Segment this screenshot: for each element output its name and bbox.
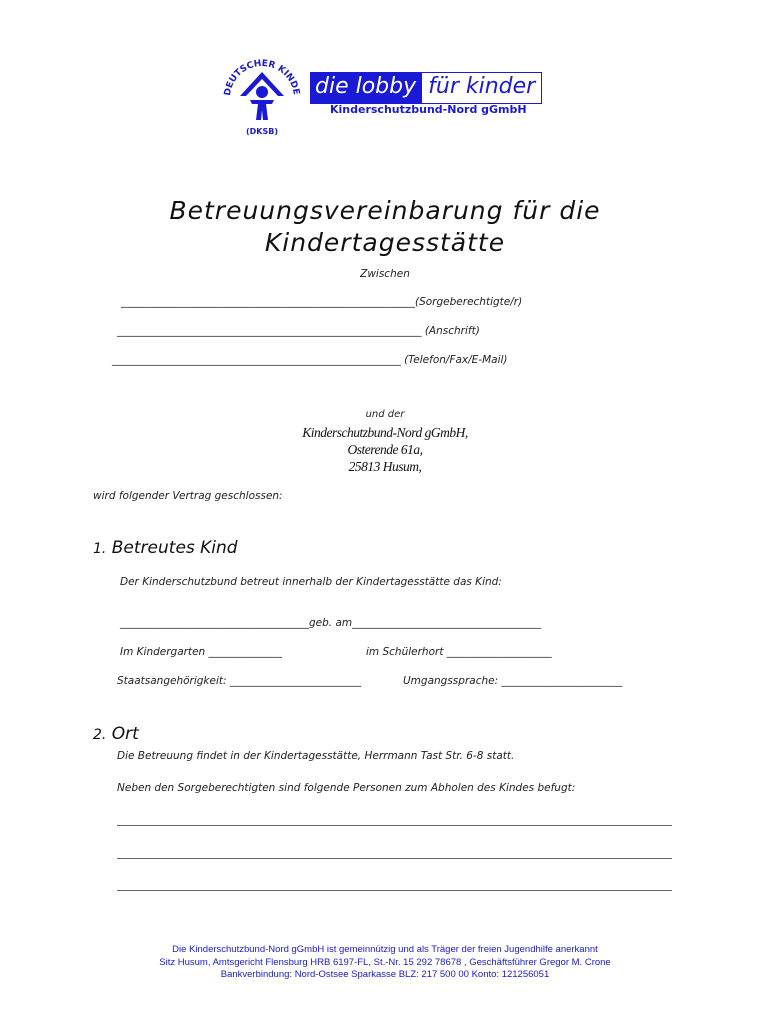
und-der-label: und der — [365, 409, 405, 420]
pickup-line-1[interactable] — [117, 825, 672, 826]
section1-number: 1. — [93, 541, 107, 557]
section2-text: Die Betreuung findet in der Kindertagesstätte, Herrmann Tast Str. 6-8 statt. — [117, 750, 515, 762]
document-title-line2: Kindertagesstätte — [264, 228, 506, 257]
svg-text:(DKSB): (DKSB) — [245, 127, 279, 136]
zwischen-label: Zwischen — [360, 268, 410, 280]
lobby-logo — [310, 72, 542, 104]
footer-line1: Die Kinderschutzbund-Nord gGmbH ist gemeinnützig und als Träger der freien Jugendhilfe anerkannt — [172, 944, 598, 955]
schuelerhort-field[interactable]: im Schülerhort ____________________ — [366, 646, 552, 658]
guardian-field[interactable]: ________________________________________________________(Sorgeberechtigte/r) — [121, 296, 523, 308]
child-name-birth-field[interactable]: ____________________________________geb. am____________________________________ — [120, 617, 542, 629]
document-title-line1: Betreuungsvereinbarung für die — [169, 196, 601, 225]
section2-heading — [93, 724, 139, 744]
lobby-logo-right: für kinder — [428, 74, 536, 99]
contract-statement: wird folgender Vertrag geschlossen: — [93, 490, 283, 502]
pickup-line-3[interactable] — [117, 890, 672, 891]
footer-line2: Sitz Husum, Amtsgericht Flensburg HRB 6197-FL, St.-Nr. 15 292 78678 , Geschäftsführer Gregor M. Crone — [159, 957, 611, 968]
lobby-logo-left: die lobby — [311, 73, 422, 103]
section1-title: Betreutes Kind — [111, 538, 238, 558]
svg-text:DEUTSCHER KINDERSCHUTZBUND E.V: DEUTSCHER KINDE — [222, 58, 301, 97]
section1-text: Der Kinderschutzbund betreut innerhalb der Kindertagesstätte das Kind: — [120, 576, 502, 588]
section2-title: Ort — [111, 724, 139, 744]
provider-name: Kinderschutzbund-Nord gGmbH, — [302, 425, 468, 440]
provider-city: 25813 Husum, — [348, 459, 422, 474]
pickup-line-2[interactable] — [117, 858, 672, 859]
section2-number: 2. — [93, 727, 107, 743]
dksb-seal-logo — [216, 48, 308, 140]
section1-heading — [93, 538, 238, 558]
kindergarten-field[interactable]: Im Kindergarten ______________ — [120, 646, 283, 658]
address-field[interactable]: __________________________________________________________ (Anschrift) — [117, 325, 480, 337]
contact-field[interactable]: _______________________________________________________ (Telefon/Fax/E-Mail) — [112, 354, 508, 366]
pickup-text: Neben den Sorgeberechtigten sind folgende Personen zum Abholen des Kindes befugt: — [117, 782, 576, 794]
footer-line3: Bankverbindung: Nord-Ostsee Sparkasse BLZ: 217 500 00 Konto: 121256051 — [220, 969, 550, 980]
nationality-field[interactable]: Staatsangehörigkeit: _________________________ — [117, 675, 362, 687]
org-name: Kinderschutzbund-Nord gGmbH — [330, 103, 527, 116]
language-field[interactable]: Umgangssprache: _______________________ — [403, 675, 623, 687]
provider-street: Osterende 61a, — [347, 442, 423, 457]
